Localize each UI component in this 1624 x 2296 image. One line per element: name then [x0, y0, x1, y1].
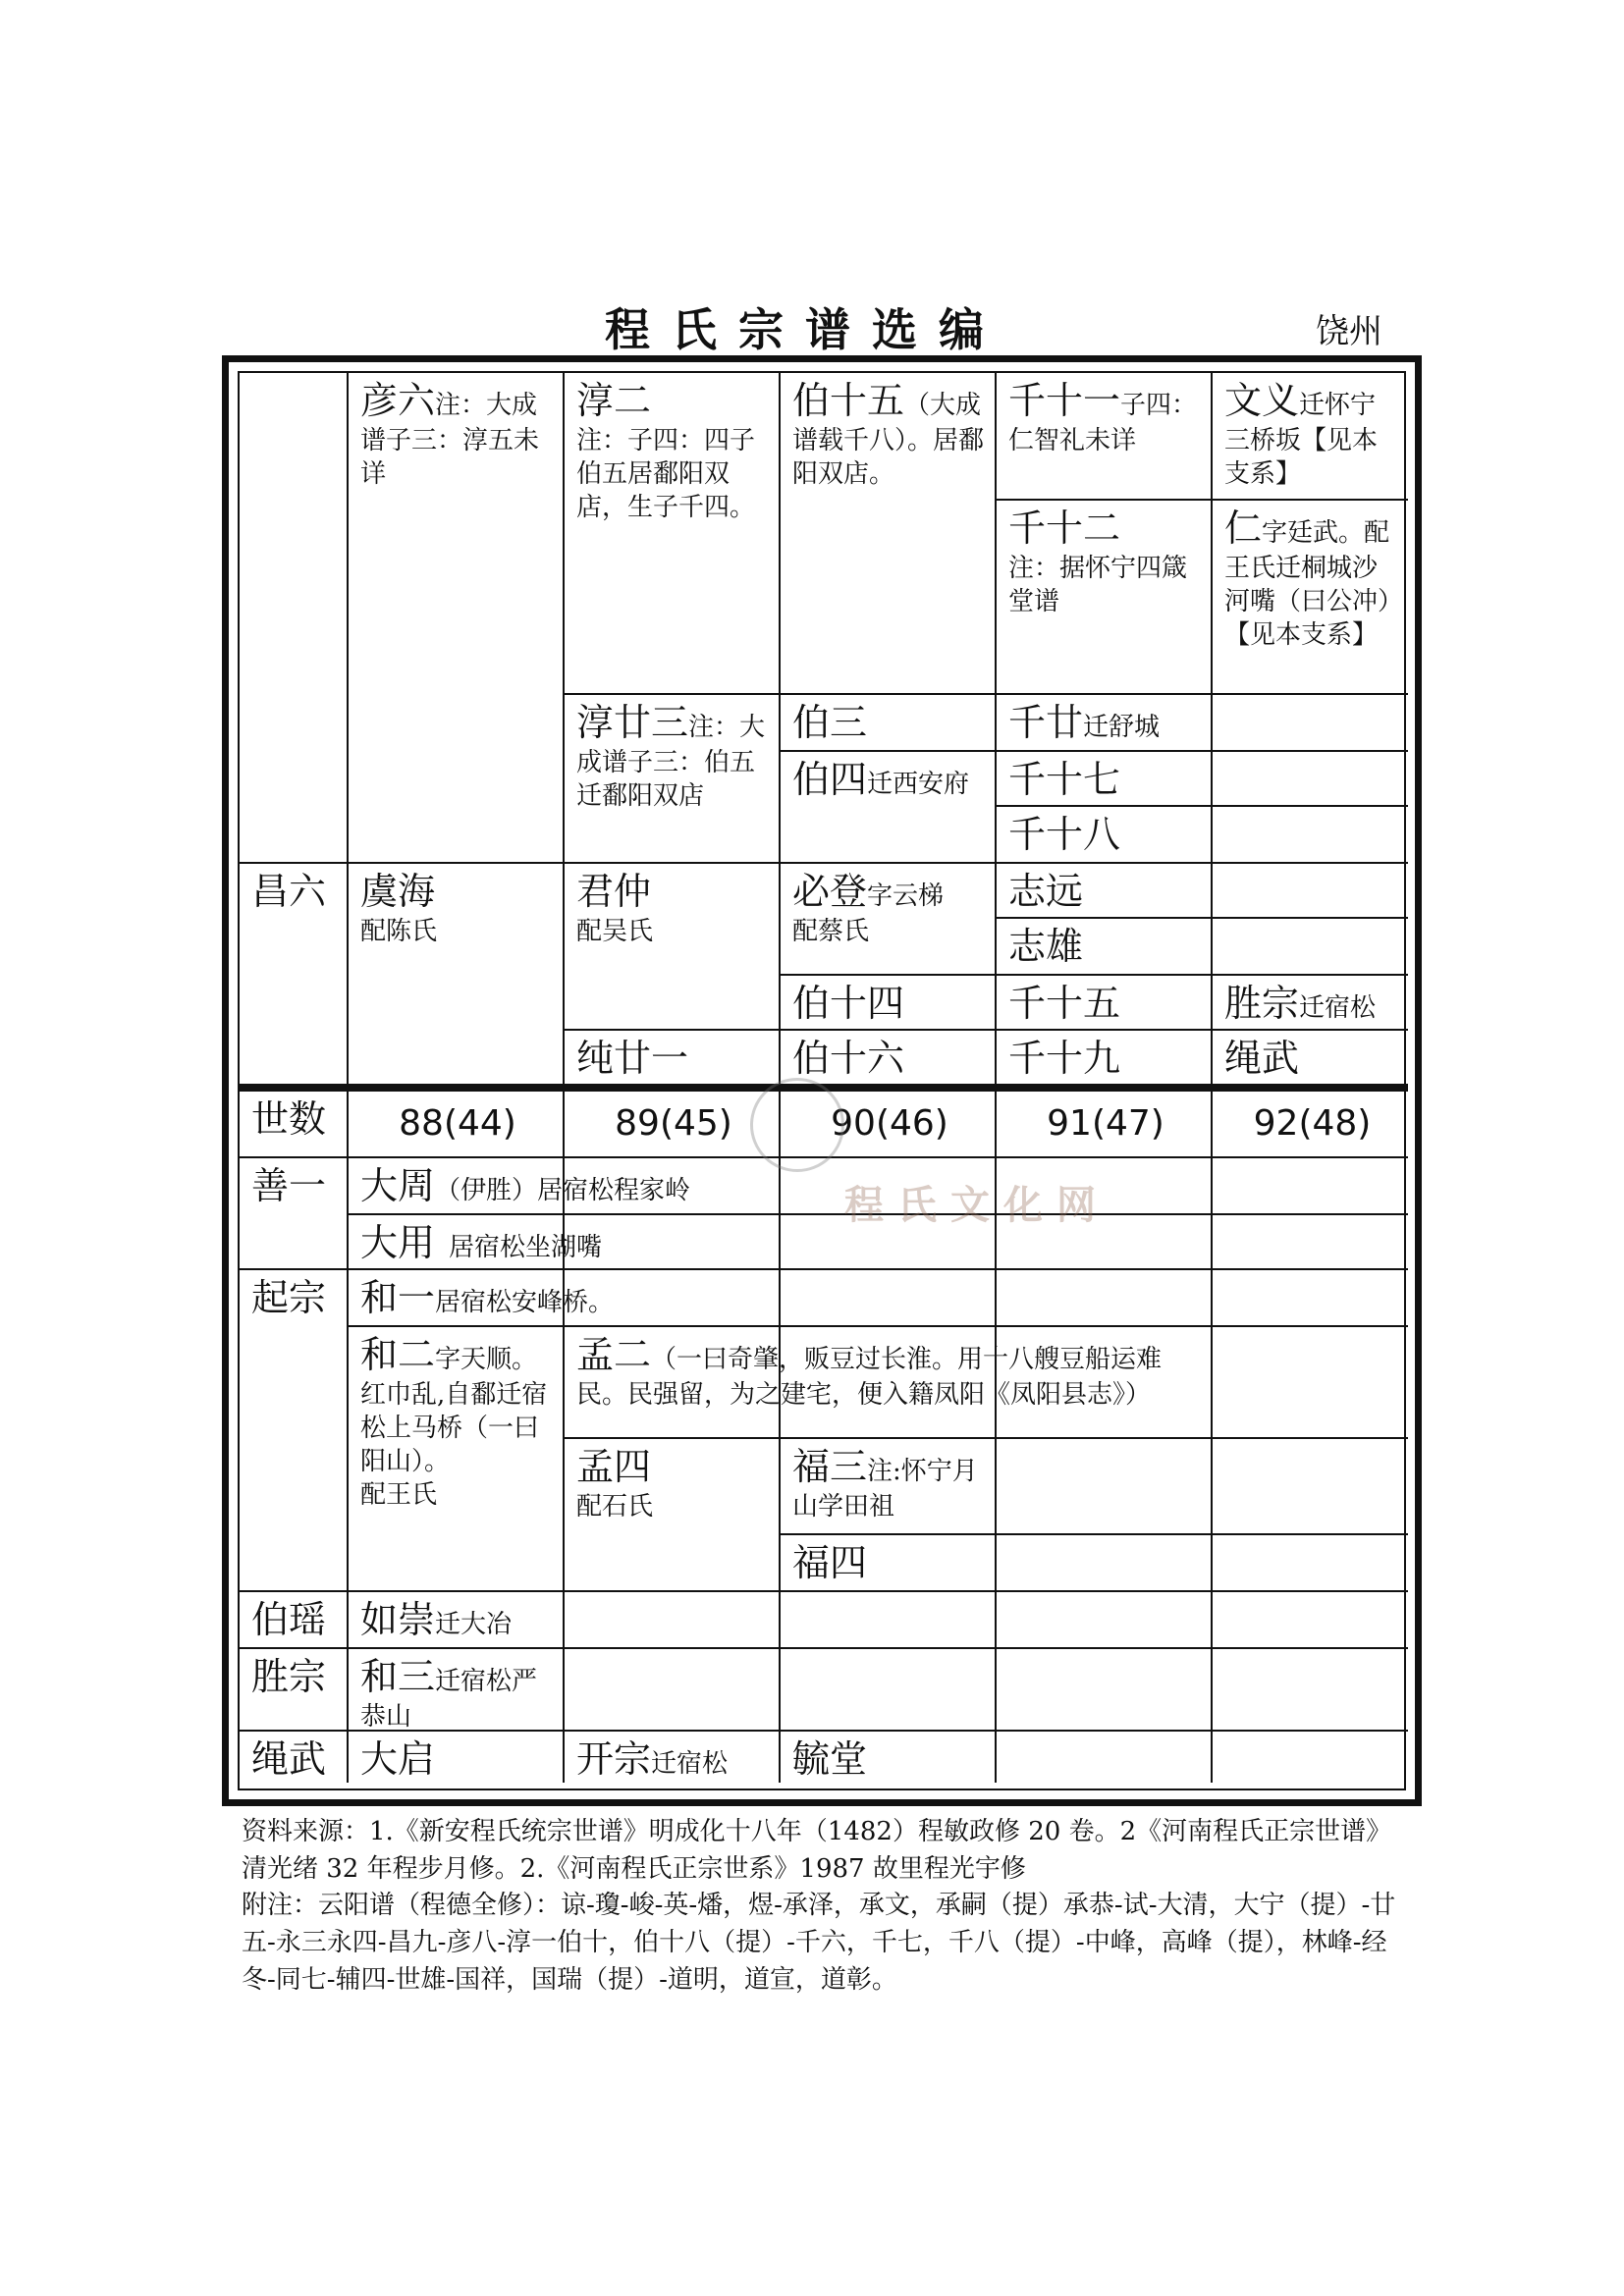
person-name: 千廿	[1008, 701, 1084, 744]
person-note: （一曰奇肇，贩豆过长淮。用十八艘豆船运难民。民强留，为之建宅，便入籍凤阳《凤阳县志》）	[576, 1345, 1163, 1411]
appendix-note: 附注：云阳谱（程德全修）：谅-瓊-峻-英-燔，煜-承泽，承文，承嗣（提）承恭-试-大清，大宁（提）-廿五-永三永四-昌九-彦八-淳一伯十，伯十八（提）-千六，千七，千八（提）-中峰，高峰（提），林峰-经冬-同七-辅四-世雄-国祥，国瑞（提）-道明，道宣，道彰。	[242, 1891, 1396, 1995]
watermark: 程氏文化网	[844, 1182, 1110, 1228]
cell-menger	[565, 1327, 1191, 1415]
person-name: 志远	[1008, 870, 1084, 913]
person-name: 孟四	[576, 1445, 652, 1488]
person-note: 居宿松安峰桥。	[435, 1288, 615, 1317]
cell-qianshier	[997, 501, 1211, 621]
page-title: 程氏宗谱选编	[605, 303, 1005, 356]
cell-shengzong	[240, 1649, 347, 1703]
person-name: 开宗	[576, 1737, 652, 1781]
cell-shengzong-top	[1213, 976, 1408, 1030]
person-name: 和三	[360, 1655, 436, 1698]
generation-label: 世数	[251, 1097, 327, 1141]
person-name: 如崇	[360, 1598, 436, 1641]
cell-qianshiba	[997, 807, 1211, 861]
cell-shengwu-top	[1213, 1031, 1408, 1085]
person-name: 大用	[360, 1221, 436, 1264]
cell-boshiwu	[781, 373, 995, 494]
person-name: 大周	[360, 1164, 436, 1207]
person-name: 胜宗	[1224, 982, 1300, 1025]
person-note: 配石氏	[576, 1492, 654, 1522]
person-note: 字云梯	[867, 881, 945, 911]
person-name: 千十二	[1008, 507, 1121, 550]
cell-qizong	[240, 1270, 347, 1324]
cell-ruchong	[349, 1592, 563, 1646]
cell-bosi	[781, 752, 995, 806]
cell-chunniansan	[565, 695, 779, 816]
person-name: 起宗	[251, 1276, 327, 1319]
person-name: 福三	[792, 1445, 868, 1488]
person-name: 必登	[792, 870, 868, 913]
person-note: 注：据怀宁四箴堂谱	[1008, 554, 1188, 617]
cell-qianshiqi	[997, 752, 1211, 806]
person-name: 大启	[360, 1737, 436, 1781]
person-name: 千十七	[1008, 758, 1121, 801]
table-inner	[238, 371, 1406, 1790]
cell-changliu	[240, 864, 347, 918]
person-note: 迁宿松	[1299, 993, 1377, 1023]
genealogy-table	[222, 355, 1422, 1806]
region-label: 饶州	[1316, 312, 1382, 351]
person-name: 纯廿一	[576, 1037, 689, 1080]
person-note: 字天顺。红巾乱,自鄱迁宿松上马桥（一曰阳山）。	[360, 1345, 548, 1476]
cell-zhiyuan	[997, 864, 1211, 918]
cell-liutang	[781, 1732, 995, 1786]
cell-mengsi	[565, 1439, 779, 1526]
person-note: 迁怀宁三桥坂【见本支系】	[1224, 391, 1379, 490]
person-note: 迁宿松严恭山	[360, 1667, 538, 1733]
cell-heyi	[349, 1270, 779, 1324]
person-note: 迁大冶	[435, 1610, 513, 1639]
person-name: 虞海	[360, 870, 436, 913]
person-note: 注:怀宁月山学田祖	[792, 1457, 978, 1522]
cell-hesan	[349, 1649, 563, 1736]
cell-daqi	[349, 1732, 563, 1786]
cell-boshiliu	[781, 1031, 995, 1085]
person-note: 配陈氏	[360, 917, 438, 947]
person-name: 志雄	[1008, 925, 1084, 968]
person-name: 和一	[360, 1276, 436, 1319]
person-name: 孟二	[576, 1333, 652, 1376]
generation-89: 89(45)	[615, 1103, 732, 1144]
person-name: 君仲	[576, 870, 652, 913]
cell-kaizong	[565, 1732, 779, 1786]
person-note: 迁宿松	[651, 1749, 729, 1779]
generation-88: 88(44)	[399, 1103, 516, 1144]
person-name: 彦六	[360, 379, 436, 422]
generation-91: 91(47)	[1047, 1103, 1164, 1144]
person-name: 胜宗	[251, 1655, 327, 1698]
cell-boyao	[240, 1592, 347, 1646]
cell-qianshijiu	[997, 1031, 1211, 1085]
person-note: 居宿松坐湖嘴	[449, 1233, 603, 1262]
cell-qiannian	[997, 695, 1211, 749]
cell-shengwu	[240, 1732, 347, 1786]
person-name: 伯十五	[792, 379, 905, 422]
person-name: 伯十四	[792, 982, 905, 1025]
cell-zhixiong	[997, 919, 1211, 973]
person-name: 善一	[251, 1164, 327, 1207]
person-name: 伯瑶	[251, 1598, 327, 1641]
cell-chuner	[565, 373, 779, 527]
cell-bosan	[781, 695, 995, 749]
person-note: 配吴氏	[576, 917, 654, 947]
person-note: （大成谱载千八）。居鄱阳双店。	[792, 391, 985, 490]
person-note: 子四：仁智礼未详	[1008, 391, 1198, 456]
person-name: 昌六	[251, 870, 327, 913]
person-name: 千十九	[1008, 1037, 1121, 1080]
cell-wenyi	[1213, 373, 1408, 494]
cell-junzhong	[565, 864, 779, 951]
person-name: 淳二	[576, 379, 652, 422]
person-note: 注：大成谱子三：伯五迁鄱阳双店	[576, 713, 766, 812]
person-name: 伯十六	[792, 1037, 905, 1080]
seal-icon	[750, 1078, 844, 1172]
person-name: 仁	[1224, 507, 1263, 550]
person-name: 毓堂	[792, 1737, 868, 1781]
person-name: 千十一	[1008, 379, 1121, 422]
person-name: 福四	[792, 1541, 868, 1584]
person-spouse: 配王氏	[360, 1479, 438, 1510]
person-name: 文义	[1224, 379, 1300, 422]
cell-yuhai	[349, 864, 563, 951]
person-name: 绳武	[1224, 1037, 1300, 1080]
cell-yanliu	[349, 373, 563, 494]
person-name: 伯三	[792, 701, 868, 744]
cell-fusi	[781, 1535, 995, 1589]
footer-notes	[242, 1814, 1410, 1999]
person-name: 千十八	[1008, 813, 1121, 856]
generation-90: 90(46)	[831, 1103, 948, 1144]
col-line	[347, 373, 349, 1783]
cell-shanyi	[240, 1158, 347, 1212]
cell-qianshiyi	[997, 373, 1211, 460]
cell-heer	[349, 1327, 563, 1515]
cell-fusan	[781, 1439, 995, 1526]
cell-ren	[1213, 501, 1408, 655]
cell-boshisi	[781, 976, 995, 1030]
source-note: 资料来源：1.《新安程氏统宗世谱》明成化十八年（1482）程敏政修 20 卷。2《河南程氏正宗世谱》清光绪 32 年程步月修。2.《河南程氏正宗世系》1987 故里程光宇修	[242, 1817, 1392, 1884]
cell-chunnianyi	[565, 1031, 779, 1085]
person-note: 迁西安府	[867, 770, 970, 799]
person-note: 迁舒城	[1083, 713, 1161, 742]
cell-qianshiwu	[997, 976, 1211, 1030]
person-name: 绳武	[251, 1737, 327, 1781]
person-note: 注：大成谱子三：淳五未详	[360, 391, 540, 490]
person-note: 注：子四：四子伯五居鄱阳双店，生子千四。	[576, 426, 756, 522]
person-name: 淳廿三	[576, 701, 689, 744]
person-name: 和二	[360, 1333, 436, 1376]
person-name: 伯四	[792, 758, 868, 801]
generation-92: 92(48)	[1253, 1103, 1372, 1144]
person-spouse: 配蔡氏	[792, 917, 870, 947]
person-note: （伊胜）居宿松程家岭	[435, 1176, 691, 1205]
person-note: 字廷武。配王氏迁桐城沙河嘴（曰公冲）【见本支系】	[1224, 518, 1391, 650]
person-name: 千十五	[1008, 982, 1121, 1025]
cell-bideng	[781, 864, 995, 951]
